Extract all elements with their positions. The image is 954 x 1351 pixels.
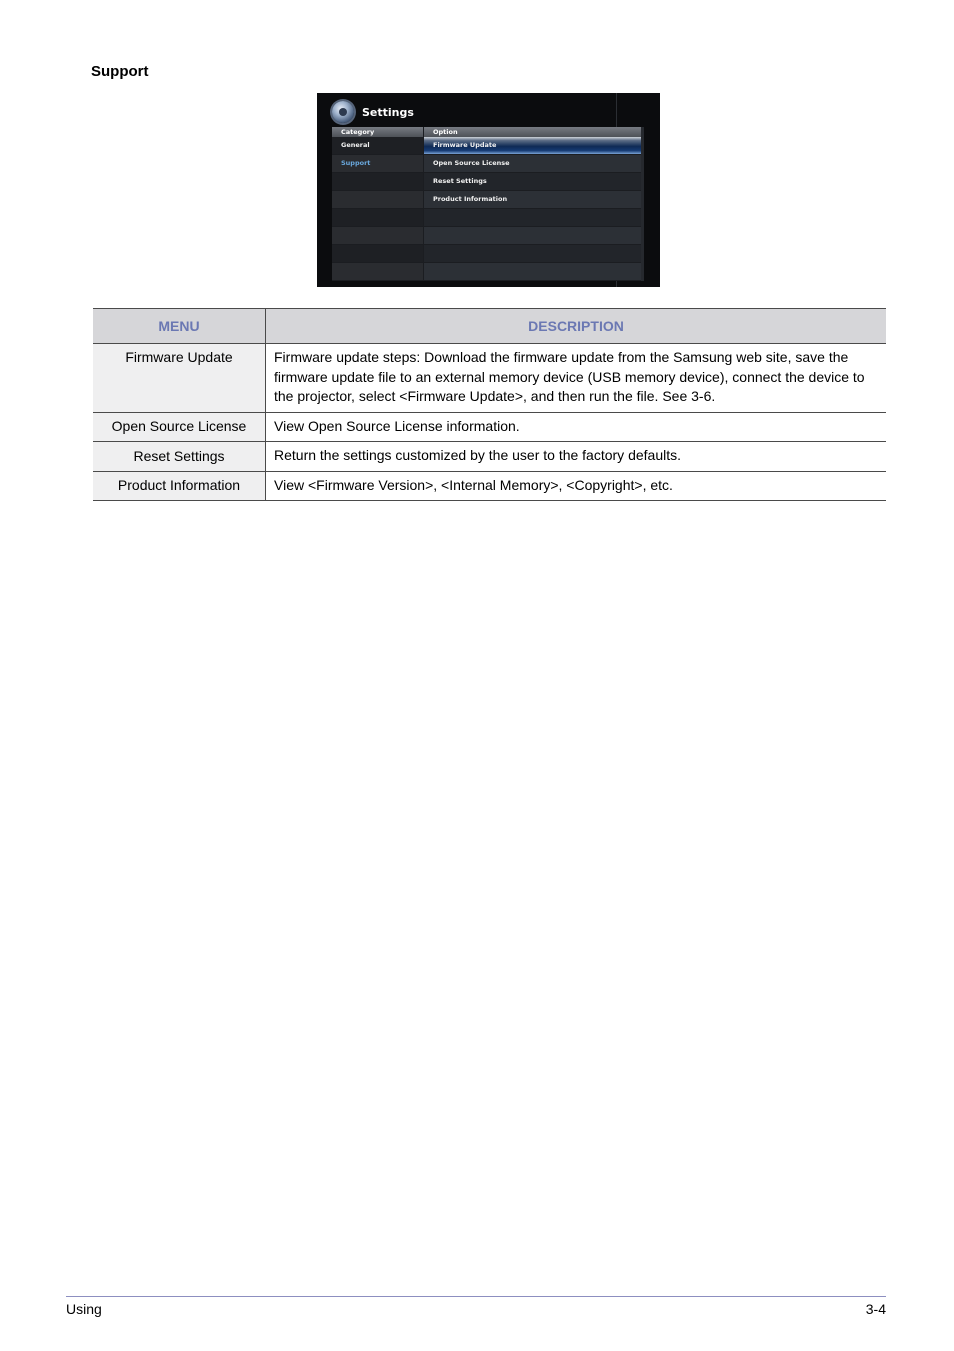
menu-cell: Product Information <box>93 471 266 501</box>
footer-divider <box>66 1296 886 1297</box>
option-item-open-source-license[interactable]: Open Source License <box>433 159 510 167</box>
footer-chapter: Using <box>66 1301 102 1317</box>
table-row <box>93 442 886 472</box>
category-item-general[interactable]: General <box>341 141 370 149</box>
menu-row-bg <box>332 263 641 280</box>
settings-panel <box>332 127 644 281</box>
menu-row-bg <box>332 245 641 262</box>
menu-column-header: MENU <box>93 309 266 344</box>
gear-icon <box>332 101 354 123</box>
menu-cell: Open Source License <box>93 412 266 442</box>
table-row <box>93 344 886 413</box>
menu-row-bg <box>332 227 641 244</box>
table-header-row <box>93 309 886 344</box>
option-item-reset-settings[interactable]: Reset Settings <box>433 177 487 185</box>
menu-description-table <box>93 308 886 501</box>
description-cell: Return the settings customized by the user to the factory defaults. <box>266 442 887 472</box>
section-title: Support <box>91 63 149 80</box>
category-column-header: Category <box>332 127 423 137</box>
table-row <box>93 412 886 442</box>
scrollbar-track <box>641 127 644 281</box>
table-row <box>93 471 886 501</box>
option-item-firmware-update[interactable]: Firmware Update <box>433 141 497 149</box>
settings-screenshot <box>317 93 660 287</box>
description-cell: View <Firmware Version>, <Internal Memory>, <Copyright>, etc. <box>266 471 887 501</box>
description-cell: View Open Source License information. <box>266 412 887 442</box>
settings-title: Settings <box>362 105 414 119</box>
settings-header <box>332 99 414 125</box>
page-number: 3-4 <box>865 1301 886 1317</box>
description-column-header: DESCRIPTION <box>266 309 887 344</box>
category-item-support[interactable]: Support <box>341 159 371 167</box>
menu-cell: Firmware Update <box>93 344 266 413</box>
option-column-header: Option <box>424 127 641 137</box>
option-item-product-information[interactable]: Product Information <box>433 195 508 203</box>
menu-row-bg <box>332 209 641 226</box>
menu-cell: Reset Settings <box>93 442 266 472</box>
description-cell: Firmware update steps: Download the firmware update from the Samsung web site, save the firmware update file to an external memory device (USB memory device), connect the device to the projector, select <Firmware Update>, and then run the file. See 3-6. <box>266 344 887 413</box>
